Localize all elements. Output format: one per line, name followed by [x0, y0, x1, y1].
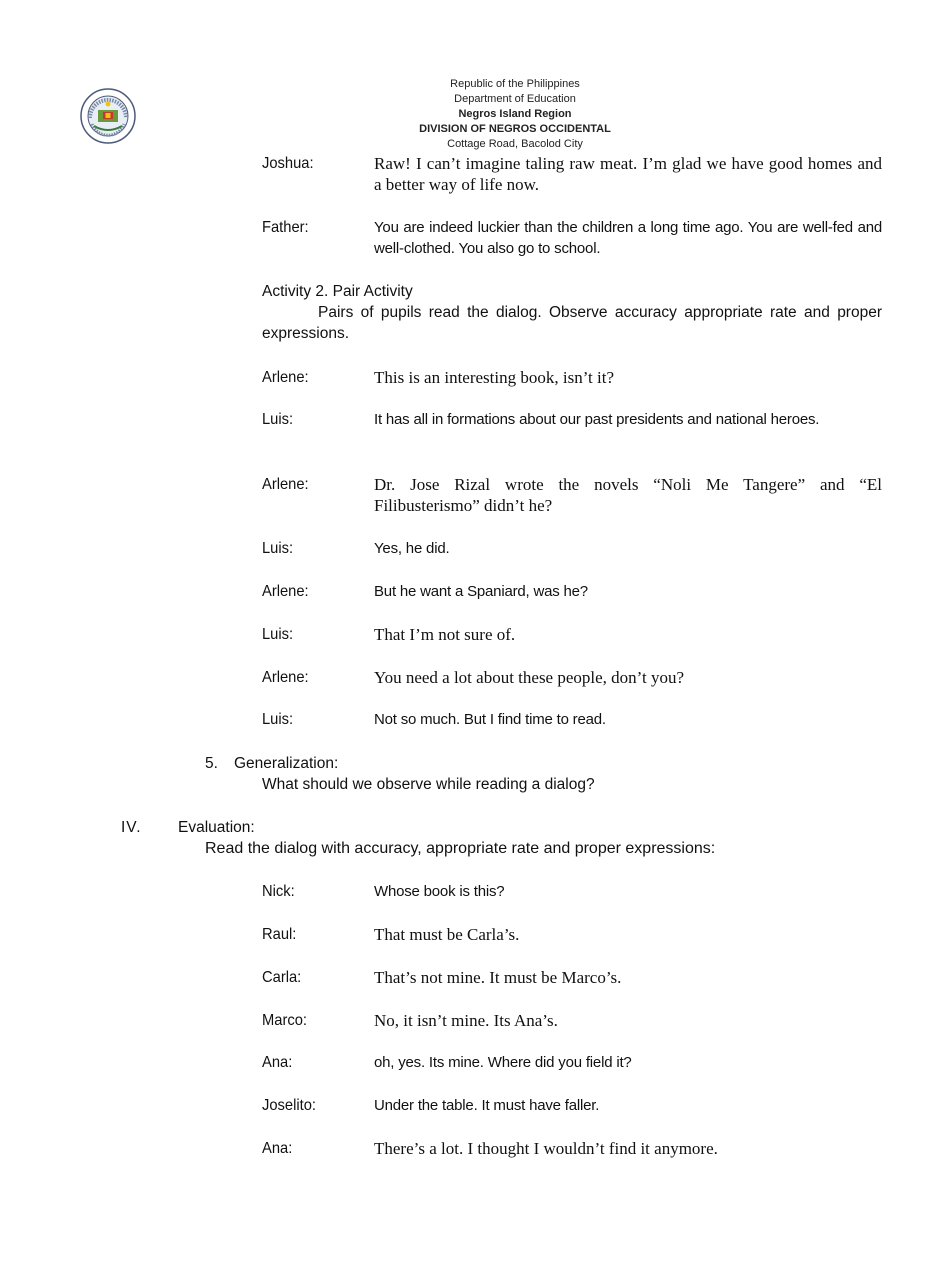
dialog-line: That must be Carla’s.: [374, 925, 520, 944]
generalization-number: 5.: [205, 755, 218, 772]
dialog-line: Yes, he did.: [374, 540, 450, 557]
dialog-line: Raw! I can’t imagine taling raw meat. I’m glad we have good homes and a better way of life now.: [374, 154, 882, 194]
evaluation-title: Evaluation:: [178, 819, 255, 836]
dialog-line: Not so much. But I find time to read.: [374, 711, 606, 728]
dialog-line: But he want a Spaniard, was he?: [374, 583, 588, 600]
generalization-title: Generalization:: [234, 755, 339, 772]
speaker: Marco:: [262, 1012, 307, 1029]
dialog-line: That I’m not sure of.: [374, 625, 516, 644]
dialog-line: Dr. Jose Rizal wrote the novels “Noli Me Tangere” and “El Filibusterismo” didn’t he?: [374, 475, 882, 515]
dialog-line: That’s not mine. It must be Marco’s.: [374, 968, 622, 987]
speaker: Ana:: [262, 1140, 293, 1157]
header-division: DIVISION OF NEGROS OCCIDENTAL: [419, 123, 611, 135]
dialog-line: It has all in formations about our past presidents and national heroes.: [374, 411, 820, 428]
speaker: Luis:: [262, 540, 294, 557]
evaluation-numeral: IV.: [121, 819, 142, 836]
activity-title: Activity 2. Pair Activity: [262, 283, 413, 300]
dialog-line: oh, yes. Its mine. Where did you field it?: [374, 1054, 632, 1071]
header-republic: Republic of the Philippines: [450, 78, 580, 90]
dialog-line: No, it isn’t mine. Its Ana’s.: [374, 1011, 558, 1030]
speaker: Nick:: [262, 883, 295, 900]
header-address: Cottage Road, Bacolod City: [447, 138, 583, 150]
speaker: Carla:: [262, 969, 302, 986]
speaker: Arlene:: [262, 669, 309, 686]
speaker: Joselito:: [262, 1097, 317, 1114]
generalization-question: What should we observe while reading a dialog?: [262, 776, 595, 793]
dialog-line: Whose book is this?: [374, 883, 505, 900]
speaker: Joshua:: [262, 155, 314, 172]
dialog-line: Under the table. It must have faller.: [374, 1097, 600, 1114]
dialog-line: This is an interesting book, isn’t it?: [374, 368, 615, 387]
activity-instruction: Pairs of pupils read the dialog. Observe accuracy appropriate rate and proper expressions.: [262, 304, 882, 342]
dialog-line: There’s a lot. I thought I wouldn’t find it anymore.: [374, 1139, 718, 1158]
speaker: Ana:: [262, 1054, 293, 1071]
speaker: Luis:: [262, 711, 294, 728]
dialog-line: You need a lot about these people, don’t you?: [374, 668, 685, 687]
header-department: Department of Education: [454, 93, 576, 105]
speaker: Father:: [262, 219, 309, 236]
speaker: Luis:: [262, 626, 294, 643]
dialog-line: You are indeed luckier than the children a long time ago. You are well-fed and well-clothed. You also go to school.: [374, 219, 882, 257]
speaker: Luis:: [262, 411, 294, 428]
speaker: Raul:: [262, 926, 297, 943]
speaker: Arlene:: [262, 583, 309, 600]
speaker: Arlene:: [262, 476, 309, 493]
header-region: Negros Island Region: [458, 108, 572, 120]
evaluation-instruction: Read the dialog with accuracy, appropriate rate and proper expressions:: [205, 840, 716, 857]
speaker: Arlene:: [262, 369, 309, 386]
